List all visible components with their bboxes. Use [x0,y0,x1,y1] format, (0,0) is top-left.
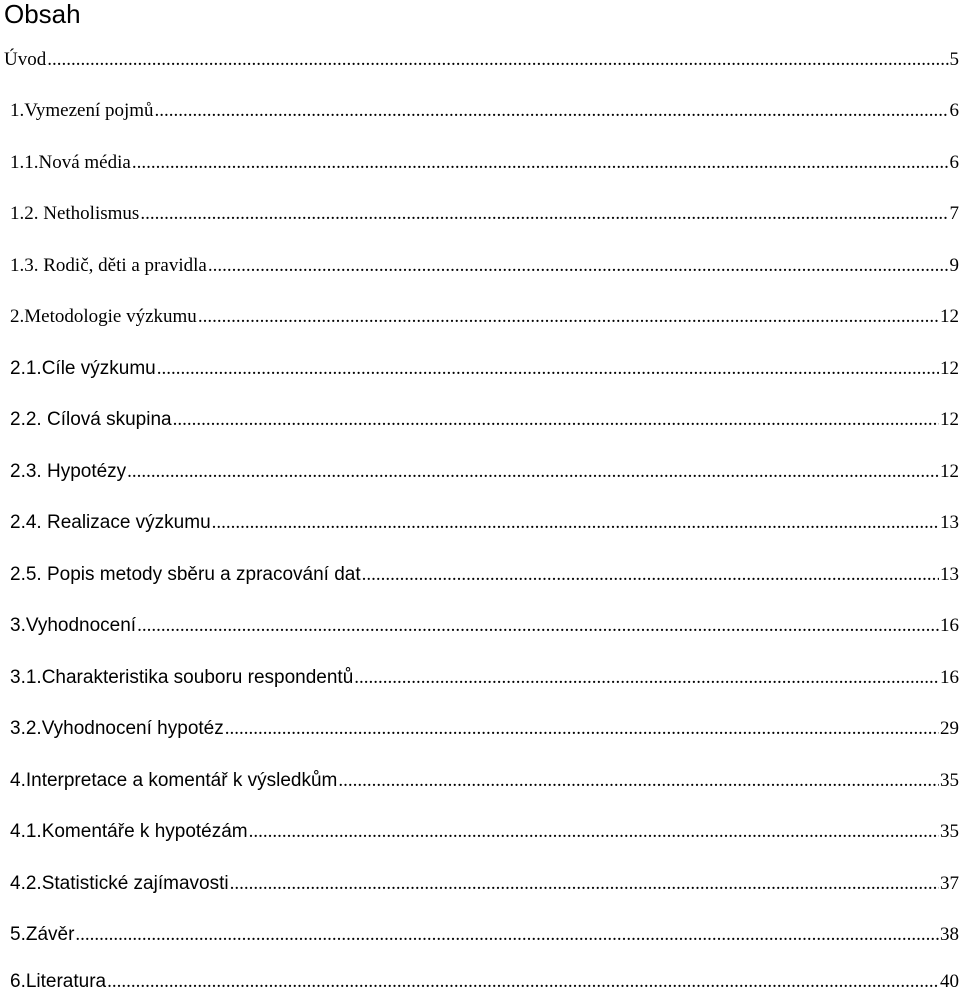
toc-leader-dots [338,770,939,792]
toc-entry-1-1[interactable] [10,148,959,174]
toc-entry-2[interactable] [10,302,959,328]
toc-entry-page: 29 [940,718,959,739]
toc-entry-page: 9 [949,255,959,276]
toc-leader-dots [208,255,949,277]
toc-leader-dots [362,564,939,586]
toc-entry-label: 2.Metodologie výzkumu [10,306,197,327]
toc-entry-page: 16 [940,615,959,636]
toc-entry-page: 13 [940,512,959,533]
toc-entry-2-5[interactable] [10,560,959,586]
toc-entry-label: 2.1.Cíle výzkumu [10,358,156,379]
toc-entry-label: 1.2. Netholismus [10,203,140,224]
toc-entry-page: 12 [940,358,959,379]
toc-entry-label: 3.1.Charakteristika souboru respondentů [10,667,354,688]
toc-entry-3[interactable] [10,611,959,637]
toc-entry-page: 16 [940,667,959,688]
toc-entry-page: 35 [940,770,959,791]
toc-leader-dots [140,203,948,225]
toc-leader-dots [132,152,949,174]
toc-entry-1-3[interactable] [10,251,959,277]
toc-leader-dots [107,971,939,993]
toc-leader-dots [47,49,948,71]
toc-entry-label: 2.3. Hypotézy [10,461,127,482]
toc-leader-dots [173,409,939,431]
toc-leader-dots [198,306,939,328]
toc-entry-1-2[interactable] [10,199,959,225]
toc-entry-label: 2.5. Popis metody sběru a zpracování dat [10,564,361,585]
toc-entry-label: 3.Vyhodnocení [10,615,137,636]
toc-entry-page: 40 [940,971,959,992]
toc-entry-page: 12 [940,306,959,327]
toc-entry-label: 1.1.Nová média [10,152,131,173]
toc-entry-4-2[interactable] [10,869,959,895]
toc-entry-label: 3.2.Vyhodnocení hypotéz [10,718,224,739]
toc-entry-label: 4.Interpretace a komentář k výsledkům [10,770,338,791]
toc-entry-4-1[interactable] [10,817,959,843]
toc-entry-label: 1.3. Rodič, děti a pravidla [10,255,207,276]
toc-entry-2-2[interactable] [10,405,959,431]
toc-entry-page: 37 [940,873,959,894]
toc-entry-label: 5.Závěr [10,924,75,945]
toc-entry-page: 6 [949,152,959,173]
toc-entry-label: 2.4. Realizace výzkumu [10,512,211,533]
toc-entry-2-1[interactable] [10,354,959,380]
toc-leader-dots [75,924,939,946]
toc-entry-label: 1.Vymezení pojmů [10,100,154,121]
toc-leader-dots [230,873,939,895]
toc-entry-label: Úvod [4,49,47,70]
toc-entry-uvod[interactable] [4,45,959,71]
toc-entry-3-2[interactable] [10,714,959,740]
toc-leader-dots [212,512,939,534]
toc-entry-page: 35 [940,821,959,842]
toc-entry-label: 4.1.Komentáře k hypotézám [10,821,248,842]
toc-leader-dots [354,667,939,689]
toc-entry-6[interactable] [10,967,959,993]
page-title: Obsah [4,0,81,29]
toc-entry-label: 4.2.Statistické zajímavosti [10,873,229,894]
toc-leader-dots [127,461,939,483]
toc-leader-dots [157,358,939,380]
toc-entry-2-4[interactable] [10,508,959,534]
toc-entry-1[interactable] [10,96,959,122]
toc-entry-page: 12 [940,461,959,482]
toc-entry-page: 13 [940,564,959,585]
toc-entry-label: 2.2. Cílová skupina [10,409,172,430]
toc-leader-dots [249,821,939,843]
toc-leader-dots [137,615,939,637]
toc-entry-4[interactable] [10,766,959,792]
toc-entry-5[interactable] [10,920,959,946]
toc-entry-page: 5 [949,49,959,70]
toc-entry-page: 38 [940,924,959,945]
toc-entry-page: 12 [940,409,959,430]
toc-entry-page: 7 [949,203,959,224]
toc-leader-dots [225,718,939,740]
toc-entry-page: 6 [949,100,959,121]
toc-entry-3-1[interactable] [10,663,959,689]
toc-entry-2-3[interactable] [10,457,959,483]
toc-entry-label: 6.Literatura [10,971,107,992]
toc-leader-dots [155,100,949,122]
